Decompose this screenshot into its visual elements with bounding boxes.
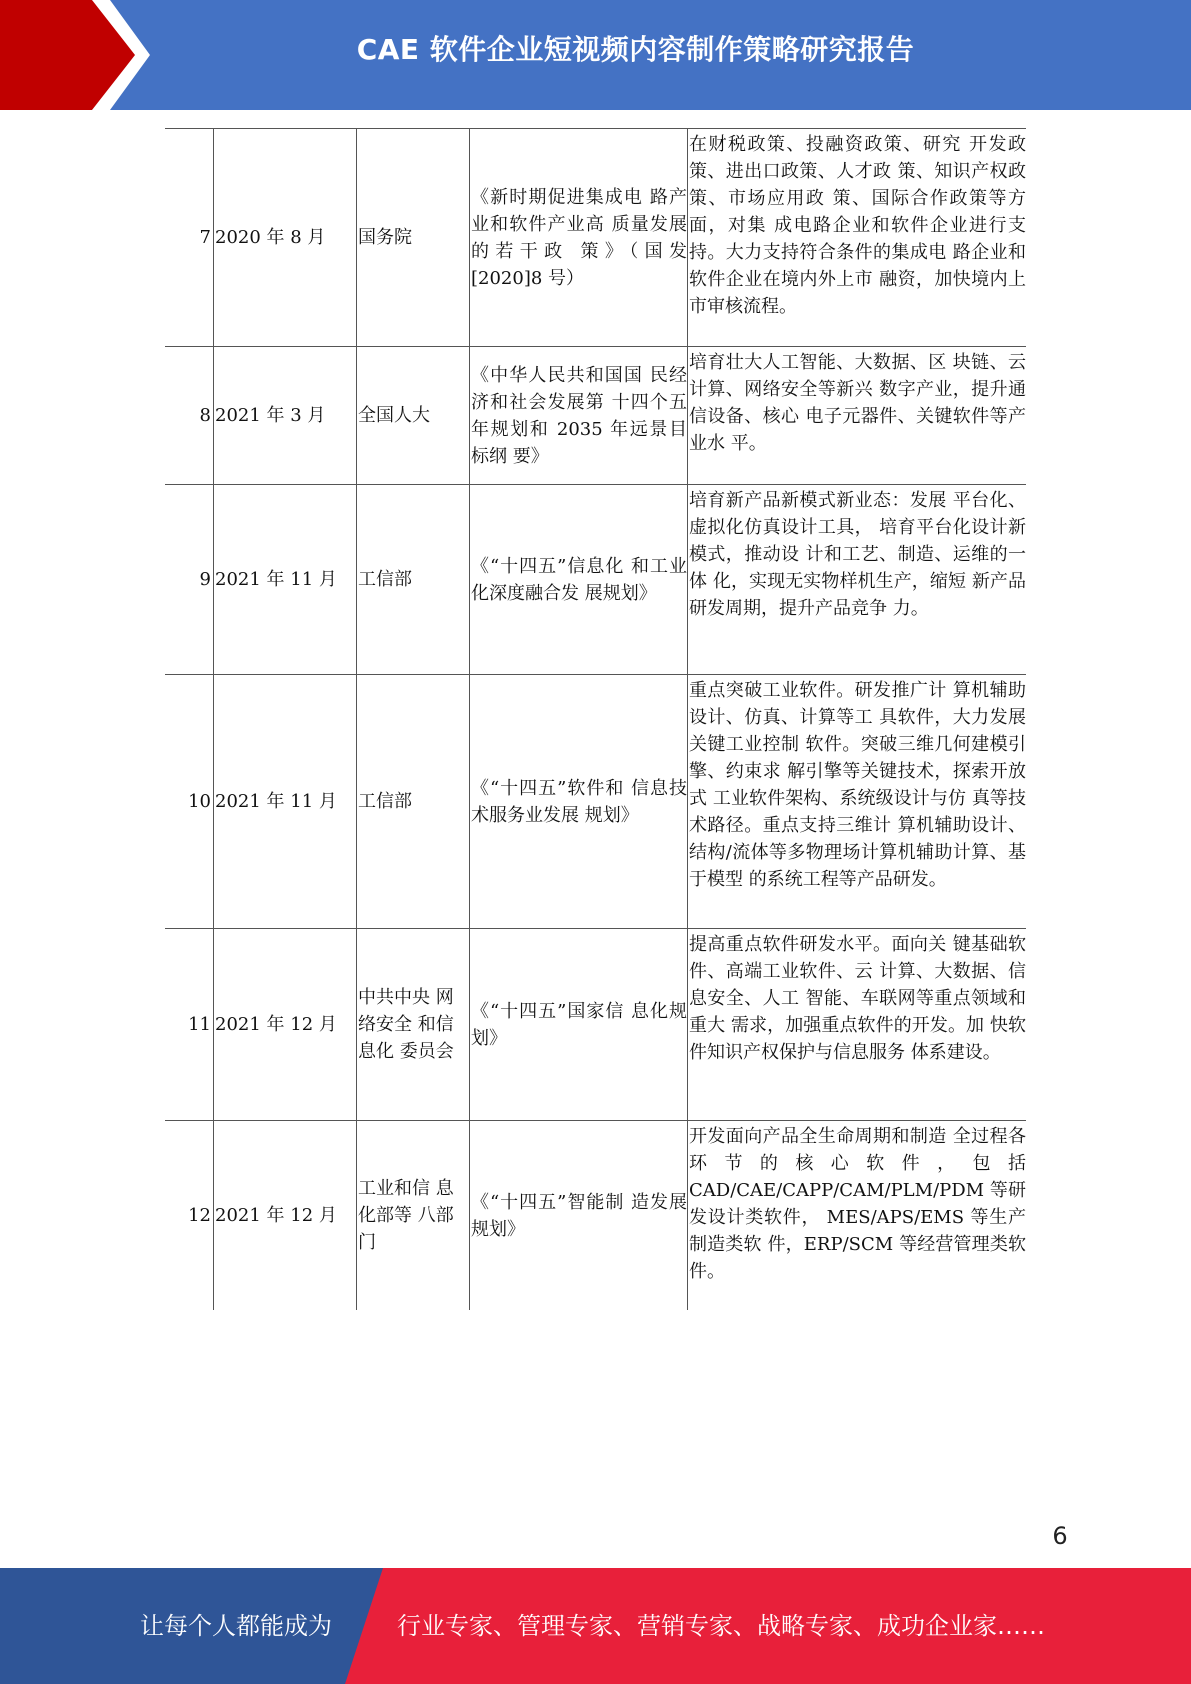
footer-slogan-left: 让每个人都能成为 xyxy=(140,1612,332,1640)
issuing-body: 中共中央 网络安全 和信息化 委员会 xyxy=(356,929,469,1120)
policy-name: 《新时期促进集成电 路产业和软件产业高 质量发展的若干政 策》（国发[2020]8 号） xyxy=(469,129,687,346)
page-header xyxy=(0,0,1191,110)
policy-content: 培育壮大人工智能、大数据、区 块链、云计算、网络安全等新兴 数字产业，提升通信设备、核心 电子元器件、关键软件等产业水 平。 xyxy=(687,347,1026,484)
table-row xyxy=(165,674,1026,928)
policy-table xyxy=(165,128,1026,1310)
issue-date: 2021 年 3 月 xyxy=(213,347,356,484)
page-footer xyxy=(0,1568,1191,1684)
footer-slogan-right: 行业专家、管理专家、营销专家、战略专家、成功企业家…… xyxy=(397,1612,1045,1640)
issuing-body: 工业和信 息化部等 八部门 xyxy=(356,1121,469,1310)
policy-content: 提高重点软件研发水平。面向关 键基础软件、高端工业软件、云 计算、大数据、信息安全、人工 智能、车联网等重点领域和重大 需求，加强重点软件的开发。加 快软件知识产权保护与信息服务 体系建设。 xyxy=(687,929,1026,1120)
issue-date: 2021 年 11 月 xyxy=(213,485,356,674)
policy-name: 《中华人民共和国国 民经济和社会发展第 十四个五年规划和 2035 年远景目标纲 要》 xyxy=(469,347,687,484)
row-number: 9 xyxy=(199,569,211,590)
issue-date: 2020 年 8 月 xyxy=(213,129,356,346)
document-title: CAE 软件企业短视频内容制作策略研究报告 xyxy=(356,33,915,66)
policy-content: 在财税政策、投融资政策、研究 开发政策、进出口政策、人才政 策、知识产权政策、市场应用政 策、国际合作政策等方面，对集 成电路企业和软件企业进行支 持。大力支持符合条件的集成电 路企业和软件企业在境内外上市 融资，加快境内上市审核流程。 xyxy=(687,129,1026,346)
policy-name: 《“十四五”信息化 和工业化深度融合发 展规划》 xyxy=(469,485,687,674)
page-number: 6 xyxy=(1052,1522,1068,1550)
issue-date: 2021 年 12 月 xyxy=(213,929,356,1120)
table-row xyxy=(165,128,1026,346)
policy-content: 开发面向产品全生命周期和制造 全过程各环节的核心软件，包括 CAD/CAE/CAPP/CAM/PLM/PDM 等研发设计类软件， MES/APS/EMS 等生产制造类软 件，ERP/SCM 等经营管理类软 件。 xyxy=(687,1121,1026,1310)
policy-name: 《“十四五”智能制 造发展规划》 xyxy=(469,1121,687,1310)
issue-date: 2021 年 12 月 xyxy=(213,1121,356,1310)
issuing-body: 工信部 xyxy=(356,675,469,928)
row-number: 11 xyxy=(188,1014,211,1035)
table-row xyxy=(165,928,1026,1120)
issuing-body: 工信部 xyxy=(356,485,469,674)
row-number: 8 xyxy=(199,405,211,426)
issuing-body: 国务院 xyxy=(356,129,469,346)
row-number: 10 xyxy=(188,791,211,812)
table-row xyxy=(165,1120,1026,1310)
issuing-body: 全国人大 xyxy=(356,347,469,484)
row-number: 12 xyxy=(188,1205,211,1226)
policy-content: 培育新产品新模式新业态：发展 平台化、虚拟化仿真设计工具， 培育平台化设计新模式，推动设 计和工艺、制造、运维的一体 化，实现无实物样机生产，缩短 新产品研发周期，提升产品竞争 力。 xyxy=(687,485,1026,674)
row-number: 7 xyxy=(199,227,211,248)
table-row xyxy=(165,346,1026,484)
table-row xyxy=(165,484,1026,674)
policy-name: 《“十四五”国家信 息化规划》 xyxy=(469,929,687,1120)
policy-content: 重点突破工业软件。研发推广计 算机辅助设计、仿真、计算等工 具软件，大力发展关键工业控制 软件。突破三维几何建模引擎、约束求 解引擎等关键技术，探索开放式 工业软件架构、系统级设计与仿 真等技术路径。重点支持三维计 算机辅助设计、结构/流体等多物理场计算机辅助计算、基于模型 的系统工程等产品研发。 xyxy=(687,675,1026,928)
policy-name: 《“十四五”软件和 信息技术服务业发展 规划》 xyxy=(469,675,687,928)
issue-date: 2021 年 11 月 xyxy=(213,675,356,928)
